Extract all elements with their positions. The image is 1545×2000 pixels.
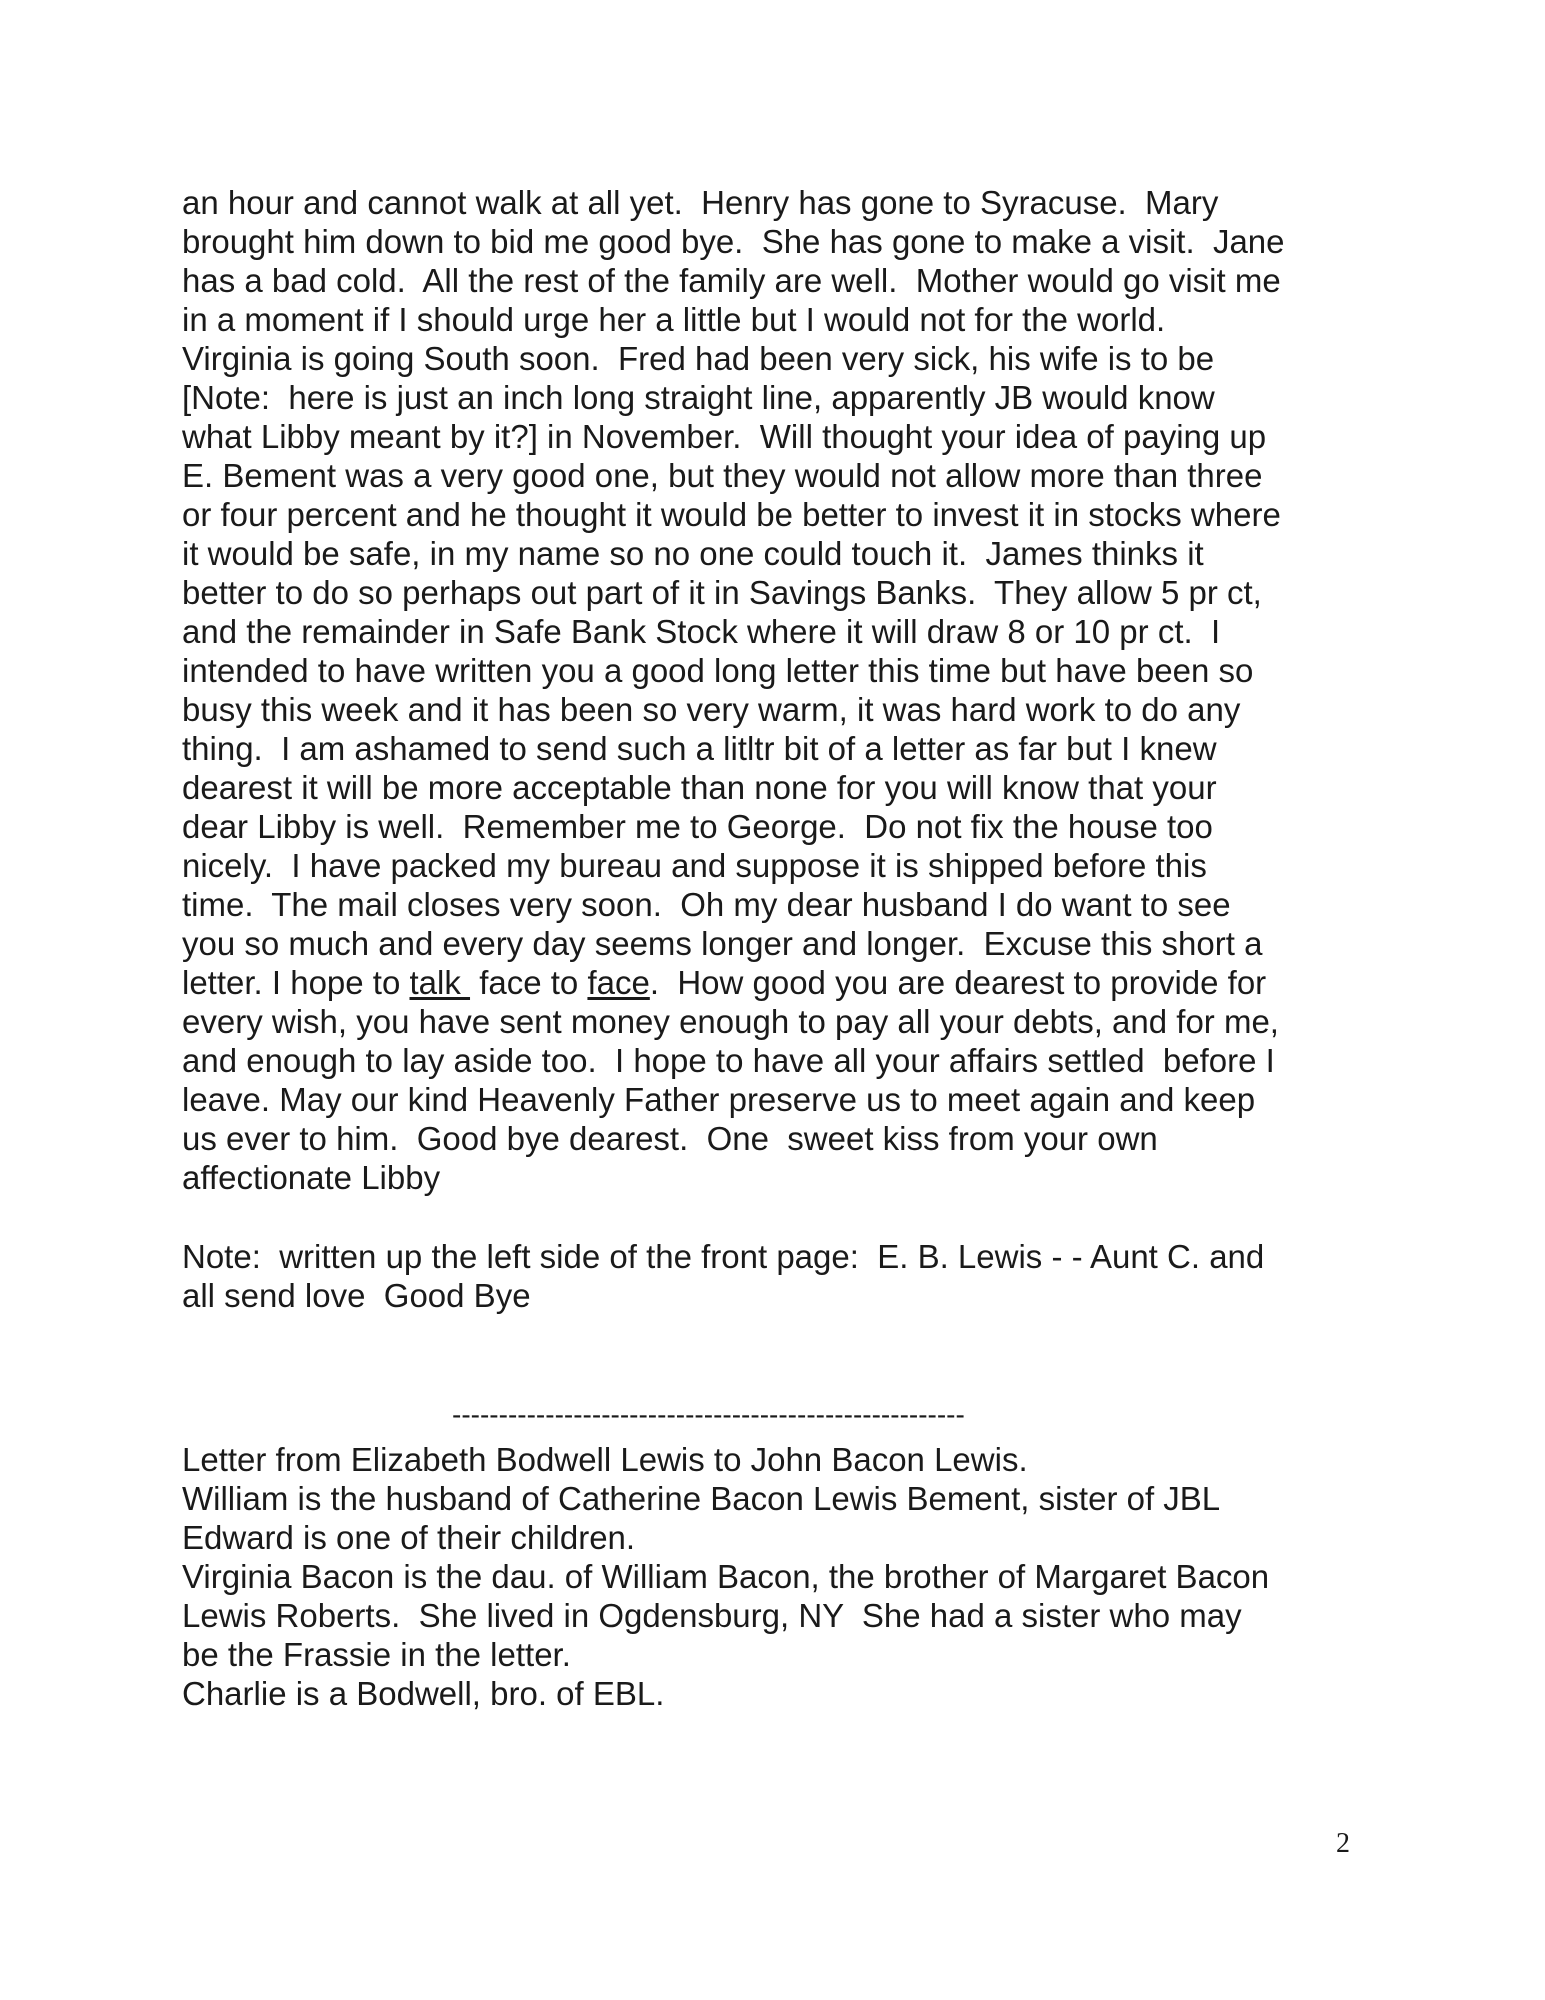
note-line: Letter from Elizabeth Bodwell Lewis to John Bacon Lewis. <box>182 1441 1028 1478</box>
letter-line: E. Bement was a very good one, but they would not allow more than three <box>182 457 1263 494</box>
letter-line: what Libby meant by it?] in November. Will thought your idea of paying up <box>182 418 1267 455</box>
underlined-word: face <box>587 964 650 1001</box>
letter-line: thing. I am ashamed to send such a litltr bit of a letter as far but I knew <box>182 730 1217 767</box>
text-run: . How good you are dearest to provide for <box>649 964 1267 1001</box>
letter-line: brought him down to bid me good bye. She has gone to make a visit. Jane <box>182 223 1285 260</box>
letter-line: an hour and cannot walk at all yet. Henry has gone to Syracuse. Mary <box>182 184 1219 221</box>
letter-line: time. The mail closes very soon. Oh my dear husband I do want to see <box>182 886 1231 923</box>
letter-line: busy this week and it has been so very warm, it was hard work to do any <box>182 691 1241 728</box>
text-run: letter. I hope to <box>182 964 410 1001</box>
note-line: Charlie is a Bodwell, bro. of EBL. <box>182 1675 665 1712</box>
note-line: Lewis Roberts. She lived in Ogdensburg, NY She had a sister who may <box>182 1597 1242 1634</box>
letter-line: us ever to him. Good bye dearest. One sweet kiss from your own <box>182 1120 1158 1157</box>
letter-line-underlined <box>182 963 1382 1003</box>
text-run: face to <box>470 964 588 1001</box>
letter-line: or four percent and he thought it would be better to invest it in stocks where <box>182 496 1281 533</box>
side-note-line: Note: written up the left side of the front page: E. B. Lewis - - Aunt C. and <box>182 1238 1265 1275</box>
letter-line: in a moment if I should urge her a little but I would not for the world. <box>182 301 1166 338</box>
page-number: 2 <box>1336 1828 1350 1859</box>
letter-signature: affectionate Libby <box>182 1159 441 1196</box>
letter-line: nicely. I have packed my bureau and suppose it is shipped before this <box>182 847 1207 884</box>
letter-line: you so much and every day seems longer and longer. Excuse this short a <box>182 925 1263 962</box>
letter-line: leave. May our kind Heavenly Father preserve us to meet again and keep <box>182 1081 1256 1118</box>
section-divider: ------------------------------------------------------- <box>452 1399 965 1430</box>
note-line: William is the husband of Catherine Bacon Lewis Bement, sister of JBL <box>182 1480 1221 1517</box>
letter-line: dearest it will be more acceptable than none for you will know that your <box>182 769 1217 806</box>
letter-line: every wish, you have sent money enough to pay all your debts, and for me, <box>182 1003 1279 1040</box>
letter-line: intended to have written you a good long letter this time but have been so <box>182 652 1254 689</box>
underlined-word: talk <box>409 964 471 1001</box>
letter-line: it would be safe, in my name so no one could touch it. James thinks it <box>182 535 1204 572</box>
letter-line: dear Libby is well. Remember me to George. Do not fix the house too <box>182 808 1213 845</box>
letter-line: Virginia is going South soon. Fred had been very sick, his wife is to be <box>182 340 1215 377</box>
note-line: be the Frassie in the letter. <box>182 1636 571 1673</box>
letter-line: better to do so perhaps out part of it in Savings Banks. They allow 5 pr ct, <box>182 574 1262 611</box>
note-line: Virginia Bacon is the dau. of William Bacon, the brother of Margaret Bacon <box>182 1558 1270 1595</box>
letter-line: has a bad cold. All the rest of the family are well. Mother would go visit me <box>182 262 1281 299</box>
side-note-line: all send love Good Bye <box>182 1277 531 1314</box>
letter-line: [Note: here is just an inch long straight line, apparently JB would know <box>182 379 1215 416</box>
letter-line: and the remainder in Safe Bank Stock where it will draw 8 or 10 pr ct. I <box>182 613 1221 650</box>
note-line: Edward is one of their children. <box>182 1519 636 1556</box>
letter-line: and enough to lay aside too. I hope to have all your affairs settled before I <box>182 1042 1275 1079</box>
